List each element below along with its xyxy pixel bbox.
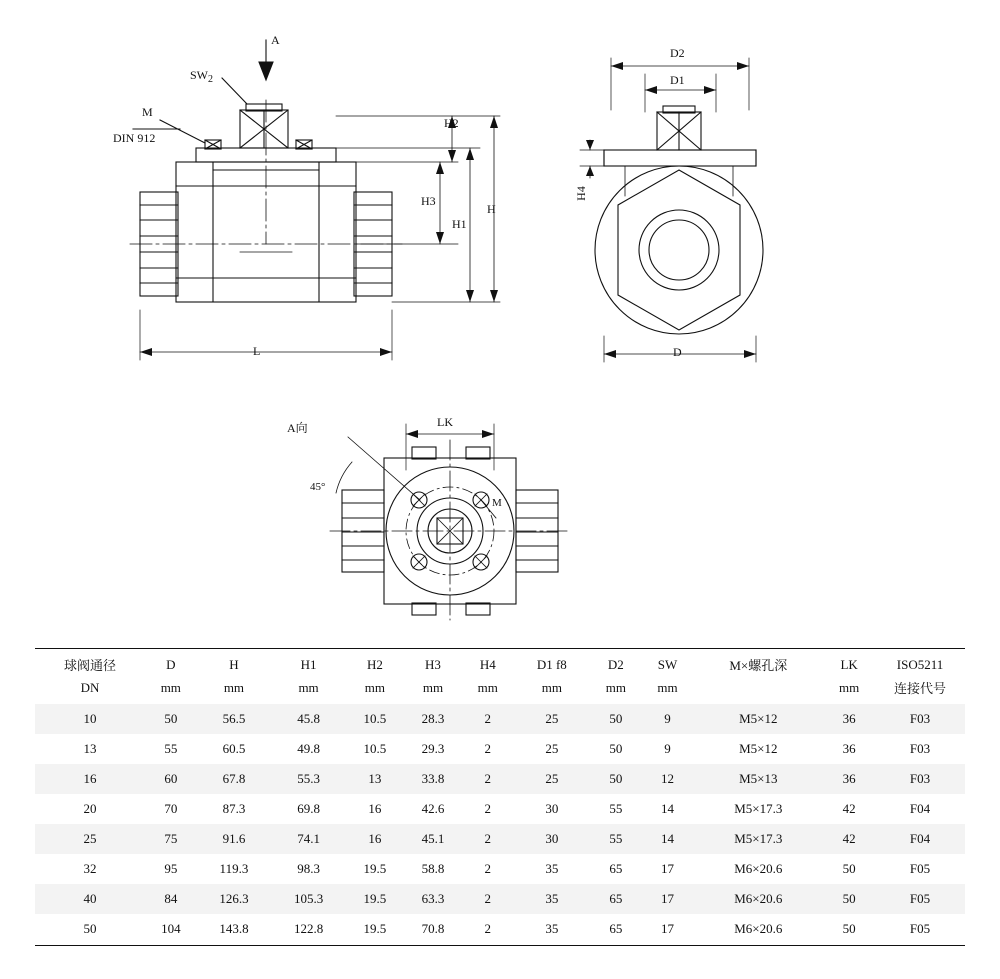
table-row	[35, 794, 965, 824]
header-cell: D1 f8	[536, 656, 567, 672]
cell: 30	[545, 831, 559, 846]
cell: 10	[83, 711, 97, 726]
cell: 55	[609, 801, 623, 816]
label-arrow-a: A	[271, 33, 280, 47]
header-row-units	[35, 676, 965, 704]
cell: 95	[164, 861, 178, 876]
header-unit-cell: mm	[422, 679, 444, 695]
cell: 143.8	[219, 921, 249, 936]
cell: 25	[83, 831, 97, 846]
cell: 19.5	[363, 921, 387, 936]
cell: M6×20.6	[734, 891, 783, 906]
cell: 50	[164, 711, 178, 726]
header-unit-cell: DN	[80, 679, 100, 695]
cell: 50	[609, 711, 623, 726]
cell: F04	[909, 801, 931, 816]
table-row	[35, 914, 965, 944]
cell: 70.8	[421, 921, 445, 936]
header-cell: H4	[479, 656, 496, 672]
cell: 55.3	[297, 771, 320, 786]
spec-table-body	[35, 704, 965, 944]
cell: 17	[661, 921, 674, 936]
table-row	[35, 824, 965, 854]
header-cell: H2	[366, 656, 383, 672]
cell: 16	[368, 831, 382, 846]
cell: F04	[909, 831, 931, 846]
cell: 56.5	[222, 711, 246, 726]
label-h1: H1	[452, 217, 467, 231]
cell: 33.8	[421, 771, 445, 786]
header-unit-cell	[693, 676, 823, 704]
cell: 65	[609, 861, 623, 876]
header-cell: D	[166, 656, 176, 672]
label-lk: LK	[437, 415, 453, 429]
cell: 60	[164, 771, 178, 786]
cell: 20	[83, 801, 97, 816]
cell: 91.6	[222, 831, 246, 846]
cell: 65	[609, 921, 623, 936]
cell: 19.5	[363, 891, 387, 906]
cell: 13	[368, 771, 382, 786]
label-a-view: A向	[287, 421, 308, 435]
cell: 126.3	[219, 891, 249, 906]
cell: 60.5	[222, 741, 246, 756]
cell: 63.3	[421, 891, 445, 906]
label-d2: D2	[670, 46, 685, 60]
table-row	[35, 704, 965, 734]
cell: 25	[545, 741, 559, 756]
cell: 35	[545, 891, 559, 906]
cell: F03	[909, 771, 931, 786]
header-unit-cell: mm	[839, 679, 860, 695]
table-row	[35, 884, 965, 914]
cell: 119.3	[219, 861, 249, 876]
label-din-912: DIN 912	[113, 131, 156, 145]
table-row	[35, 764, 965, 794]
cell: M6×20.6	[734, 861, 783, 876]
label-h4	[574, 186, 589, 201]
label-d: D	[673, 345, 682, 359]
cell: 74.1	[297, 831, 320, 846]
cell: 13	[83, 741, 97, 756]
label-m-top: M	[492, 497, 502, 509]
cell: 75	[164, 831, 178, 846]
header-cell: 球阀通径	[63, 658, 116, 673]
cell: 2	[484, 861, 492, 876]
spec-table	[35, 648, 965, 944]
header-unit-cell: mm	[477, 679, 498, 695]
cell: 98.3	[297, 861, 320, 876]
cell: 10.5	[363, 741, 387, 756]
cell: 2	[484, 771, 492, 786]
cell: 87.3	[222, 801, 246, 816]
label-sw-text: SW	[190, 68, 208, 82]
cell: 40	[83, 891, 97, 906]
cell: F03	[909, 741, 931, 756]
label-l: L	[253, 344, 261, 358]
cell: F05	[909, 861, 931, 876]
cell: 32	[83, 861, 97, 876]
cell: 2	[484, 711, 492, 726]
header-cell: H3	[425, 656, 441, 672]
cell: M5×17.3	[734, 831, 783, 846]
cell: 9	[664, 711, 671, 726]
header-unit-cell: mm	[541, 679, 562, 695]
cell: 36	[842, 741, 856, 756]
cell: 36	[842, 711, 856, 726]
cell: 19.5	[363, 861, 387, 876]
cell: 45.8	[297, 711, 320, 726]
header-row-primary	[35, 648, 965, 676]
table-row	[35, 854, 965, 884]
header-cell: M×螺孔深	[729, 658, 788, 673]
cell: 70	[164, 801, 178, 816]
header-cell: H1	[300, 656, 317, 672]
cell: 2	[484, 921, 492, 936]
cell: 35	[545, 921, 559, 936]
label-angle-45: 45°	[310, 481, 326, 493]
cell: F05	[909, 891, 931, 906]
label-m: M	[142, 105, 153, 119]
cell: 42	[842, 831, 856, 846]
cell: 28.3	[421, 711, 445, 726]
header-cell: D2	[607, 656, 624, 672]
cell: 42	[842, 801, 856, 816]
cell: 50	[842, 921, 856, 936]
cell: 50	[83, 921, 97, 936]
cell: 2	[484, 801, 492, 816]
cell: 122.8	[293, 921, 324, 936]
header-cell: ISO5211	[896, 656, 944, 672]
cell: F03	[909, 711, 931, 726]
cell: 16	[83, 771, 97, 786]
label-h4-text: H4	[573, 186, 588, 201]
cell: M5×12	[739, 711, 778, 726]
cell: 58.8	[421, 861, 445, 876]
cell: 29.3	[421, 741, 445, 756]
label-sw-sub: 2	[208, 74, 213, 85]
cell: 105.3	[293, 891, 324, 906]
cell: 14	[661, 801, 674, 816]
cell: 84	[164, 891, 178, 906]
spec-table-head	[35, 648, 965, 704]
label-h3: H3	[421, 194, 436, 208]
cell: 25	[545, 771, 559, 786]
cell: 50	[842, 891, 856, 906]
header-unit-cell: mm	[223, 679, 245, 695]
header-cell: LK	[840, 656, 858, 672]
cell: 2	[484, 741, 492, 756]
cell: M5×13	[739, 771, 778, 786]
cell: 25	[545, 711, 559, 726]
header-cell: SW	[657, 656, 678, 672]
cell: 65	[609, 891, 623, 906]
cell: 2	[484, 831, 492, 846]
label-h: H	[487, 202, 496, 216]
cell: 16	[368, 801, 382, 816]
cell: 17	[661, 891, 674, 906]
cell: 2	[484, 891, 492, 906]
cell: 50	[842, 861, 856, 876]
cell: 50	[609, 771, 623, 786]
header-unit-cell: 连接代号	[893, 681, 946, 696]
header-unit-cell: mm	[298, 679, 319, 695]
cell: 49.8	[297, 741, 320, 756]
header-unit-cell: mm	[364, 679, 386, 695]
cell: 67.8	[222, 771, 246, 786]
cell: M6×20.6	[734, 921, 783, 936]
cell: 55	[609, 831, 623, 846]
cell: 45.1	[421, 831, 445, 846]
cell: 36	[842, 771, 856, 786]
cell: 50	[609, 741, 623, 756]
cell: 30	[545, 801, 559, 816]
header-unit-cell: mm	[605, 679, 626, 695]
cell: 104	[161, 921, 181, 936]
cell: 10.5	[363, 711, 387, 726]
label-h2: H2	[444, 116, 459, 130]
label-d1: D1	[670, 73, 685, 87]
cell: M5×12	[739, 741, 778, 756]
cell: F05	[909, 921, 931, 936]
header-unit-cell: mm	[657, 679, 678, 695]
cell: 69.8	[297, 801, 320, 816]
cell: 35	[545, 861, 559, 876]
header-unit-cell: mm	[160, 679, 181, 695]
cell: 42.6	[421, 801, 445, 816]
cell: M5×17.3	[734, 801, 783, 816]
cell: 55	[164, 741, 178, 756]
cell: 12	[661, 771, 674, 786]
label-sw	[190, 68, 213, 83]
cell: 14	[661, 831, 674, 846]
cell: 9	[664, 741, 671, 756]
header-cell: H	[229, 656, 239, 672]
cell: 17	[661, 861, 674, 876]
table-row	[35, 734, 965, 764]
